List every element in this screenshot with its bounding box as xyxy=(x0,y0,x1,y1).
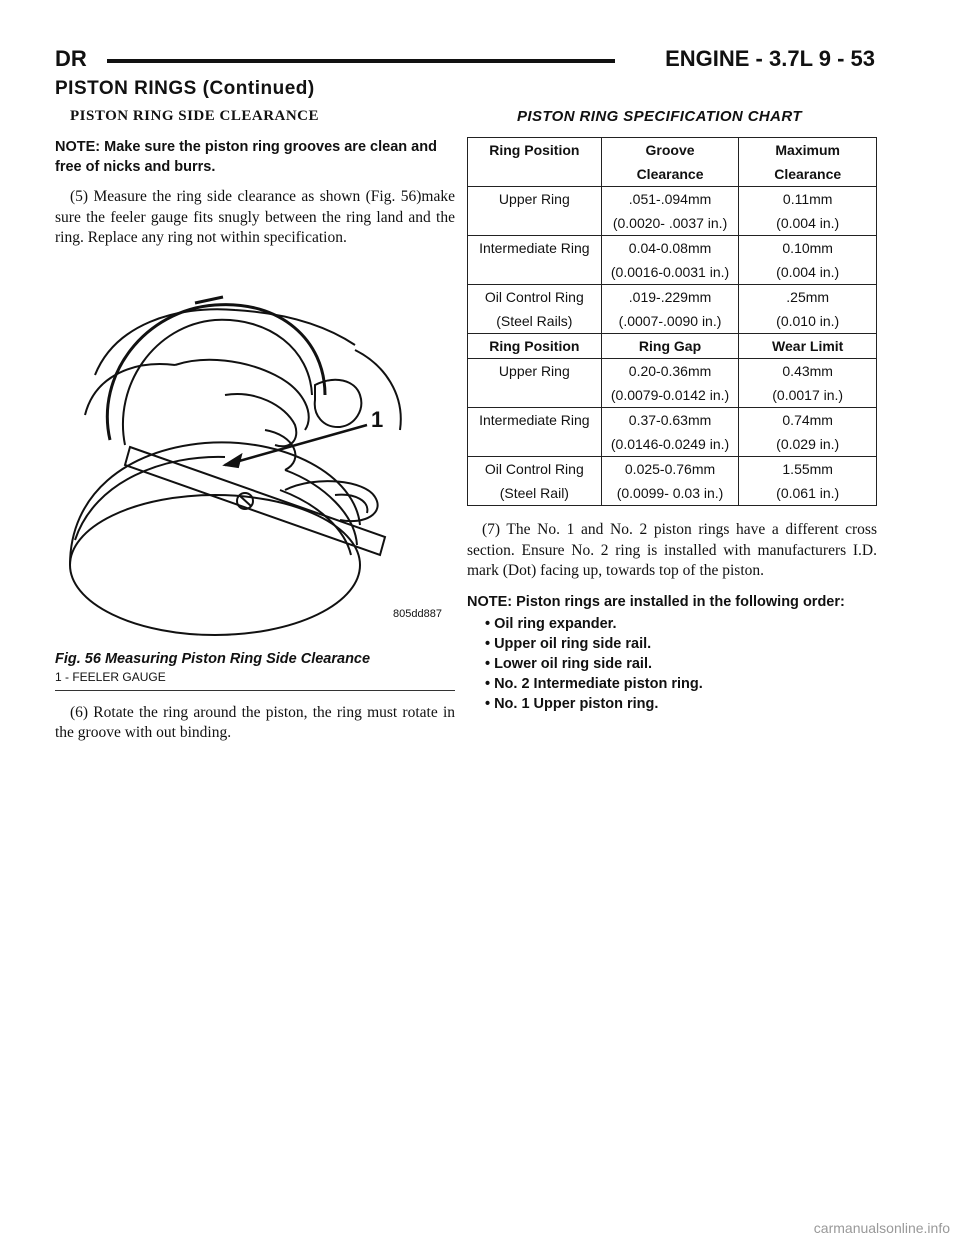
list-item: • No. 2 Intermediate piston ring. xyxy=(485,674,877,694)
figure-56 xyxy=(55,265,455,645)
table-cell: (0.0017 in.) xyxy=(739,383,877,408)
table-row xyxy=(468,309,877,334)
table-row xyxy=(468,236,877,261)
table-cell: Groove xyxy=(601,138,739,163)
table-cell xyxy=(468,432,602,457)
table-cell xyxy=(468,383,602,408)
table-cell: Maximum xyxy=(739,138,877,163)
table-cell: Wear Limit xyxy=(739,334,877,359)
step-7: (7) The No. 1 and No. 2 piston rings have a different cross section. Ensure No. 2 ring is installed with manufacturers I.D. mark (Dot) facing up, towards top of the piston. xyxy=(467,521,877,579)
table-cell: Upper Ring xyxy=(468,187,602,212)
table-cell: Ring Gap xyxy=(601,334,739,359)
page-header xyxy=(55,46,875,76)
table-cell: (0.010 in.) xyxy=(739,309,877,334)
table-row xyxy=(468,187,877,212)
table-cell: Oil Control Ring xyxy=(468,457,602,482)
table-cell: (0.0020- .0037 in.) xyxy=(601,211,739,236)
table-row xyxy=(468,432,877,457)
callout-number: 1 xyxy=(371,406,384,432)
list-item: • Oil ring expander. xyxy=(485,614,877,634)
table-cell: 0.11mm xyxy=(739,187,877,212)
table-cell: 0.37-0.63mm xyxy=(601,408,739,433)
table-cell: (0.0016-0.0031 in.) xyxy=(601,260,739,285)
section-title: PISTON RING SIDE CLEARANCE xyxy=(70,108,320,124)
table-cell: (0.029 in.) xyxy=(739,432,877,457)
note-install-order: NOTE: Piston rings are installed in the following order: xyxy=(467,593,845,610)
table-cell: Clearance xyxy=(739,162,877,187)
table-row xyxy=(468,285,877,310)
table-cell: 0.74mm xyxy=(739,408,877,433)
table-cell: 0.025-0.76mm xyxy=(601,457,739,482)
table-cell: 0.10mm xyxy=(739,236,877,261)
feeler-gauge-illustration xyxy=(55,265,455,645)
table-cell: Intermediate Ring xyxy=(468,236,602,261)
table-cell: 0.43mm xyxy=(739,359,877,384)
table-row xyxy=(468,383,877,408)
table-cell: 0.20-0.36mm xyxy=(601,359,739,384)
table-cell xyxy=(468,260,602,285)
table-cell: (0.004 in.) xyxy=(739,211,877,236)
piston-ring-spec-table xyxy=(467,137,877,506)
table-row xyxy=(468,359,877,384)
list-item: • No. 1 Upper piston ring. xyxy=(485,694,877,714)
table-cell: (0.0099- 0.03 in.) xyxy=(601,481,739,506)
table-cell xyxy=(468,211,602,236)
table-cell: (.0007-.0090 in.) xyxy=(601,309,739,334)
table-cell: Ring Position xyxy=(468,334,602,359)
header-rule xyxy=(107,59,615,63)
table-cell: Clearance xyxy=(601,162,739,187)
table-cell: (Steel Rail) xyxy=(468,481,602,506)
step-6: (6) Rotate the ring around the piston, the ring must rotate in the groove with out binding. xyxy=(55,703,455,741)
table-row xyxy=(468,260,877,285)
table-row xyxy=(468,211,877,236)
table-row xyxy=(468,481,877,506)
table-cell: 0.04-0.08mm xyxy=(601,236,739,261)
table-cell: Oil Control Ring xyxy=(468,285,602,310)
note-grooves: NOTE: Make sure the piston ring grooves are clean and free of nicks and burrs. xyxy=(55,139,437,175)
figure-code: 805dd887 xyxy=(393,607,442,620)
table-cell xyxy=(468,162,602,187)
table-cell: Upper Ring xyxy=(468,359,602,384)
continued-heading: PISTON RINGS (Continued) xyxy=(55,78,315,99)
table-cell: Ring Position xyxy=(468,138,602,163)
step-5: (5) Measure the ring side clearance as shown (Fig. 56)make sure the feeler gauge fits snugly between the ring land and the ring. Replace any ring not within specification. xyxy=(55,188,455,246)
figure-caption: Fig. 56 Measuring Piston Ring Side Clearance xyxy=(55,650,371,667)
manual-code: DR xyxy=(55,46,87,71)
table-header-row xyxy=(468,138,877,163)
left-column xyxy=(55,108,455,754)
table-cell: .25mm xyxy=(739,285,877,310)
right-column xyxy=(467,108,877,714)
table-header-row xyxy=(468,162,877,187)
spec-chart-title: PISTON RING SPECIFICATION CHART xyxy=(517,108,802,125)
table-cell: Intermediate Ring xyxy=(468,408,602,433)
table-cell: (0.004 in.) xyxy=(739,260,877,285)
table-cell: (0.0079-0.0142 in.) xyxy=(601,383,739,408)
table-cell: .051-.094mm xyxy=(601,187,739,212)
watermark-footer[interactable]: carmanualsonline.info xyxy=(813,1220,950,1236)
table-row xyxy=(468,457,877,482)
table-row xyxy=(468,408,877,433)
table-cell: .019-.229mm xyxy=(601,285,739,310)
table-header-row xyxy=(468,334,877,359)
page-section-number: ENGINE - 3.7L 9 - 53 xyxy=(665,46,875,71)
figure-legend: 1 - FEELER GAUGE xyxy=(55,670,455,691)
table-cell: (Steel Rails) xyxy=(468,309,602,334)
list-item: • Upper oil ring side rail. xyxy=(485,634,877,654)
table-cell: (0.061 in.) xyxy=(739,481,877,506)
table-cell: 1.55mm xyxy=(739,457,877,482)
install-order-list xyxy=(467,614,877,714)
table-cell: (0.0146-0.0249 in.) xyxy=(601,432,739,457)
list-item: • Lower oil ring side rail. xyxy=(485,654,877,674)
